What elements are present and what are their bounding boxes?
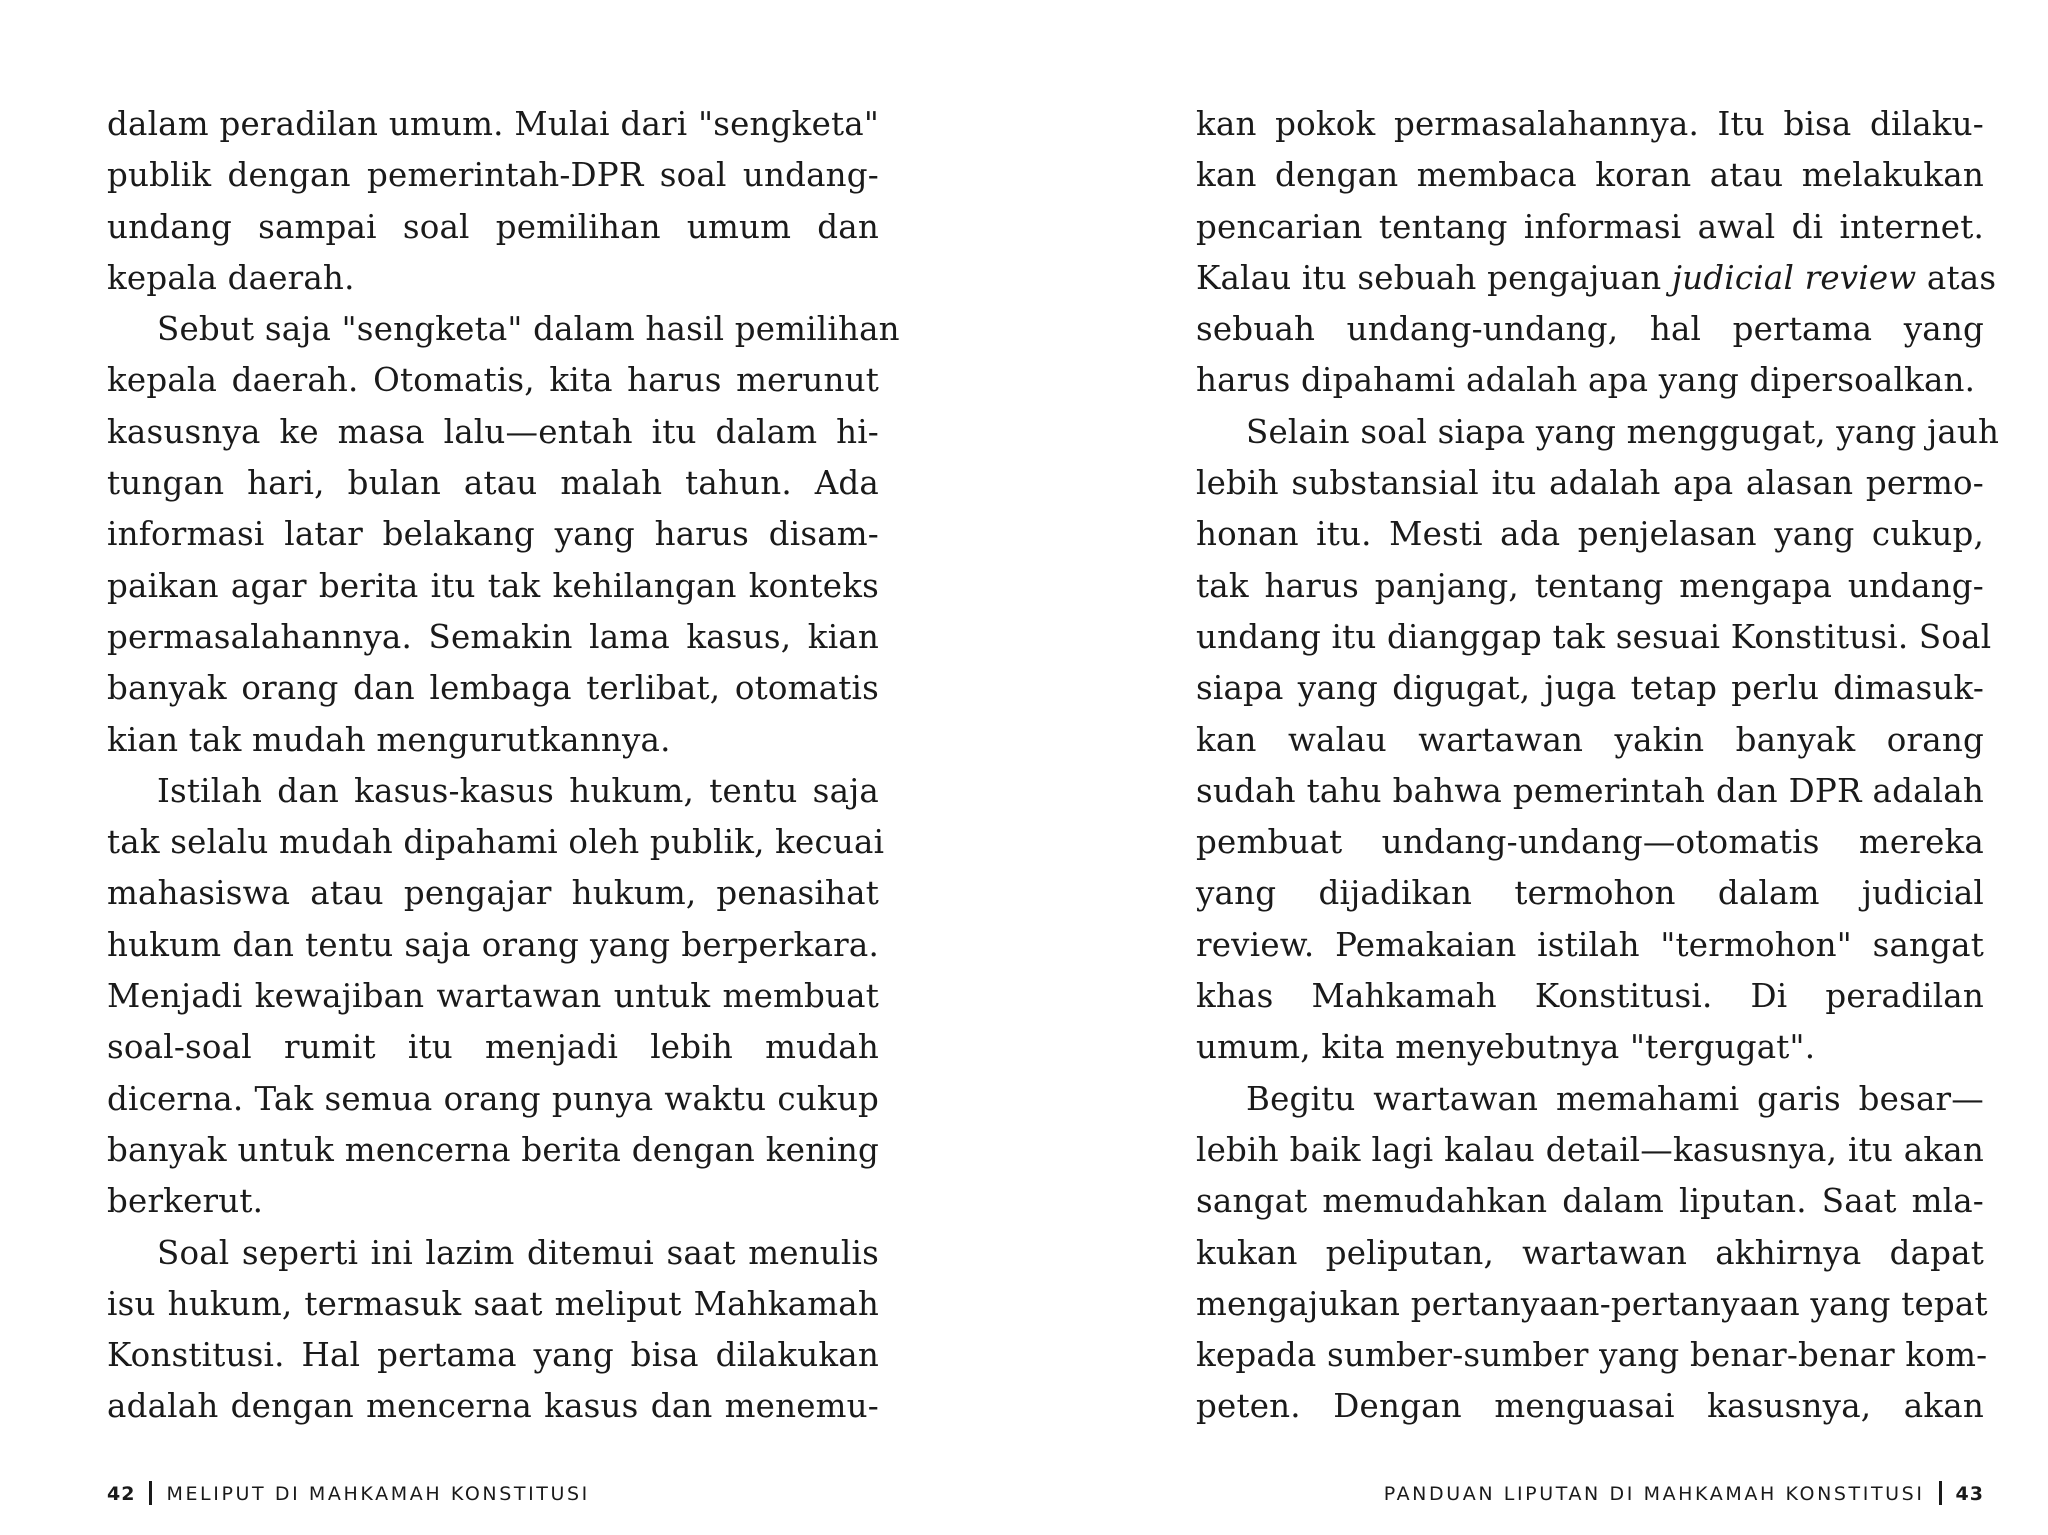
text-line: yang dijadikan termohon dalam judicial [1196,874,1984,913]
text-line: adalah dengan mencerna kasus dan menemu- [107,1387,879,1426]
text-line: Selain soal siapa yang menggugat, yang jauh [1246,412,2000,451]
text-line: isu hukum, termasuk saat meliput Mahkamah [107,1284,879,1323]
text-line: sebuah undang-undang, hal pertama yang [1196,310,1984,349]
text-line: dicerna. Tak semua orang punya waktu cukup [107,1079,879,1118]
text-line: pencarian tentang informasi awal di internet. [1196,207,1984,246]
text-line: tak selalu mudah dipahami oleh publik, kecuai [107,823,885,862]
text-line: banyak untuk mencerna berita dengan kening [107,1130,879,1169]
text-line: kepala daerah. [107,258,355,297]
text-line: siapa yang digugat, juga tetap perlu dimasuk- [1196,669,1984,708]
text-line: kan dengan membaca koran atau melakukan [1196,156,1984,195]
text-line: publik dengan pemerintah-DPR soal undang- [107,156,879,195]
text-line: soal-soal rumit itu menjadi lebih mudah [107,1028,879,1067]
text-line: kan walau wartawan yakin banyak orang [1196,720,1984,759]
page-footer-right [1384,1481,1984,1505]
footer-divider [1939,1481,1942,1505]
text-line: review. Pemakaian istilah "termohon" sangat [1196,925,1984,964]
text-line: kian tak mudah mengurutkannya. [107,720,671,759]
text-line: mahasiswa atau pengajar hukum, penasihat [107,874,879,913]
text-line: kukan peliputan, wartawan akhirnya dapat [1196,1233,1984,1272]
page-number: 43 [1955,1483,1984,1505]
running-title: MELIPUT DI MAHKAMAH KONSTITUSI [166,1483,590,1505]
text-line: kan pokok permasalahannya. Itu bisa dilaku- [1196,105,1984,143]
text-line [1196,253,1997,304]
text-line: harus dipahami adalah apa yang dipersoalkan. [1196,361,1976,400]
text-line: permasalahannya. Semakin lama kasus, kian [107,617,879,656]
footer-divider [149,1481,152,1505]
text-line: kasusnya ke masa lalu—entah itu dalam hi- [107,412,879,451]
text-line: Soal seperti ini lazim ditemui saat menulis [157,1233,879,1272]
text-line: sangat memudahkan dalam liputan. Saat mla- [1196,1182,1984,1221]
page-number: 42 [107,1483,136,1505]
text-line: hukum dan tentu saja orang yang berperkara. [107,925,879,964]
italic-term: judicial review [1671,258,1917,297]
text-segment: Kalau itu sebuah pengajuan [1196,258,1672,297]
text-line: informasi latar belakang yang harus disam- [107,515,879,554]
text-line: lebih baik lagi kalau detail—kasusnya, itu akan [1196,1130,1984,1169]
text-line: paikan agar berita itu tak kehilangan konteks [107,566,879,605]
text-line: tak harus panjang, tentang mengapa undang- [1196,566,1984,605]
text-line: tungan hari, bulan atau malah tahun. Ada [107,464,879,503]
text-line: kepada sumber-sumber yang benar-benar kom- [1196,1336,1988,1375]
text-line: pembuat undang-undang—otomatis mereka [1196,823,1984,862]
right-page-body [1196,99,2000,1433]
text-line: undang sampai soal pemilihan umum dan [107,207,879,246]
text-line: mengajukan pertanyaan-pertanyaan yang tepat [1196,1284,1988,1323]
text-line: lebih substansial itu adalah apa alasan permo- [1196,464,1984,503]
right-page [1024,0,2048,1535]
text-line: dalam peradilan umum. Mulai dari "sengketa" [107,105,879,143]
text-line: umum, kita menyebutnya "tergugat". [1196,1028,1816,1067]
page-footer-left [107,1481,590,1505]
text-line: khas Mahkamah Konstitusi. Di peradilan [1196,977,1984,1016]
text-line: Begitu wartawan memahami garis besar— [1246,1079,1984,1118]
text-line: banyak orang dan lembaga terlibat, otomatis [107,669,879,708]
text-segment: atas [1916,258,1997,297]
text-line: Sebut saja "sengketa" dalam hasil pemilihan [157,310,900,349]
text-line: sudah tahu bahwa pemerintah dan DPR adalah [1196,771,1984,810]
left-page-body [107,99,900,1433]
text-line: Menjadi kewajiban wartawan untuk membuat [107,977,879,1016]
text-line: honan itu. Mesti ada penjelasan yang cukup, [1196,515,1984,554]
running-title: PANDUAN LIPUTAN DI MAHKAMAH KONSTITUSI [1383,1483,1925,1505]
text-line: kepala daerah. Otomatis, kita harus merunut [107,361,879,400]
text-line: Konstitusi. Hal pertama yang bisa dilakukan [107,1336,879,1375]
text-line: undang itu dianggap tak sesuai Konstitusi. Soal [1196,617,1992,656]
text-line: Istilah dan kasus-kasus hukum, tentu saja [157,771,879,810]
text-line: peten. Dengan menguasai kasusnya, akan [1196,1387,1984,1426]
text-line: berkerut. [107,1182,264,1221]
